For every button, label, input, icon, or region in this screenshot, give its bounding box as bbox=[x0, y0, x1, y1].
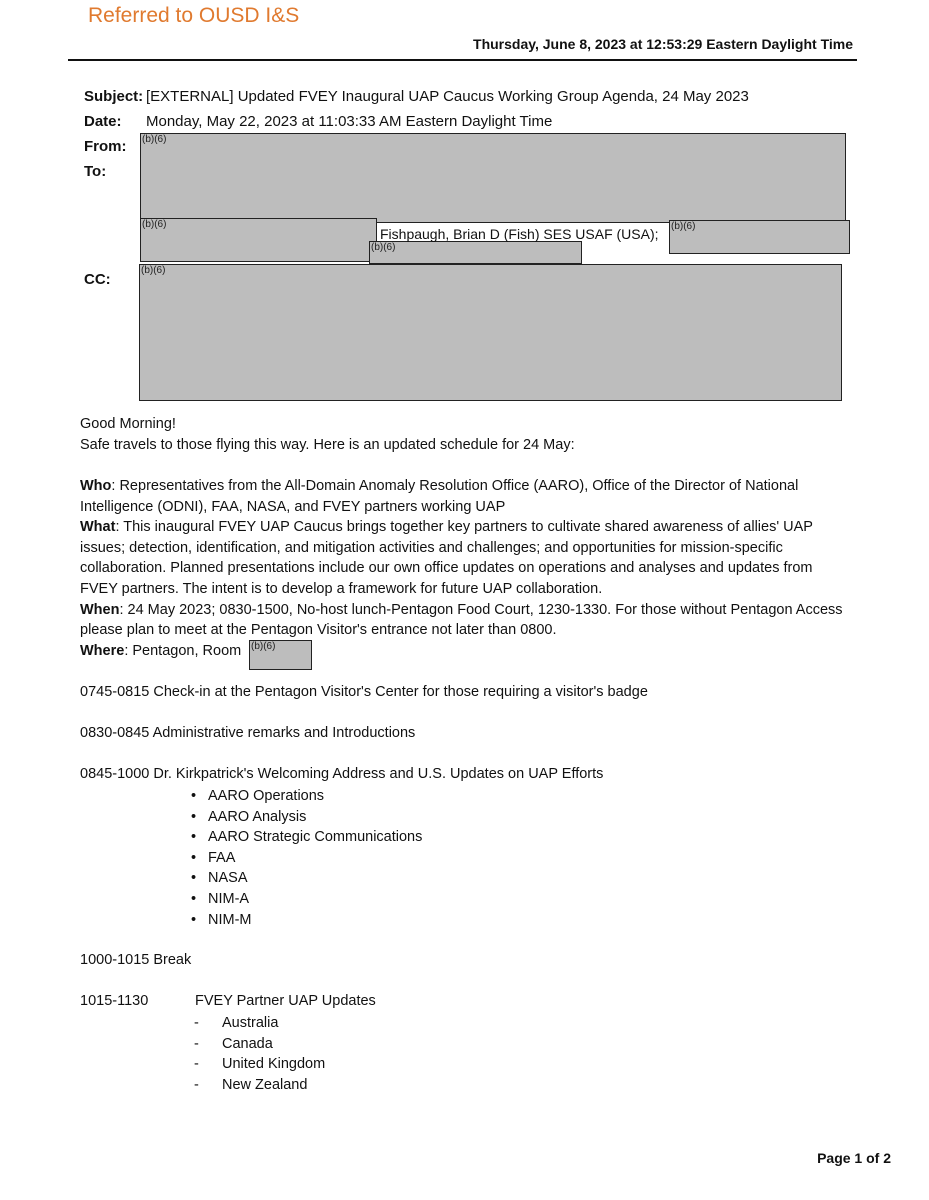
list-item: • AARO Operations bbox=[188, 786, 422, 807]
schedule-item-break: 1000-1015 Break bbox=[80, 952, 192, 968]
list-item: - Canada bbox=[192, 1034, 325, 1055]
header-divider bbox=[68, 59, 857, 61]
cc-label: CC: bbox=[84, 271, 111, 288]
us-updates-list bbox=[188, 786, 422, 930]
list-item: • NASA bbox=[188, 868, 422, 889]
when-text: : 24 May 2023; 0830-1500, No-host lunch-Pentagon Food Court, 1230-1330. For those without Pentagon Access please plan to meet at the Pentagon Visitor's entrance not later than 0800. bbox=[80, 601, 843, 639]
who-label: Who bbox=[80, 478, 112, 494]
bullet-icon: • bbox=[191, 849, 197, 866]
date-value: Monday, May 22, 2023 at 11:03:33 AM Eastern Daylight Time bbox=[146, 113, 553, 130]
redaction-code: (b)(6) bbox=[142, 134, 167, 145]
when-paragraph bbox=[80, 600, 850, 641]
list-item: • FAA bbox=[188, 848, 422, 869]
printed-timestamp: Thursday, June 8, 2023 at 12:53:29 Eastern Daylight Time bbox=[473, 36, 853, 52]
list-item: • AARO Analysis bbox=[188, 807, 422, 828]
where-text: : Pentagon, Room bbox=[124, 642, 242, 659]
redaction-cc bbox=[139, 264, 842, 401]
list-item: • AARO Strategic Communications bbox=[188, 827, 422, 848]
bullet-icon: • bbox=[191, 788, 197, 804]
where-paragraph bbox=[80, 641, 850, 662]
greeting: Good Morning! bbox=[80, 416, 176, 432]
list-item: - United Kingdom bbox=[192, 1054, 325, 1075]
redaction-to-3 bbox=[669, 220, 850, 254]
when-label: When bbox=[80, 601, 120, 618]
page-number: Page 1 of 2 bbox=[817, 1150, 891, 1166]
schedule-item-welcome: 0845-1000 Dr. Kirkpatrick's Welcoming Address and U.S. Updates on UAP Efforts bbox=[80, 766, 604, 782]
subject-label: Subject: bbox=[84, 88, 144, 105]
bullet-icon: • bbox=[191, 890, 197, 907]
intro-line: Safe travels to those flying this way. Here is an updated schedule for 24 May: bbox=[80, 437, 575, 453]
schedule-item-checkin: 0745-0815 Check-in at the Pentagon Visitor's Center for those requiring a visitor's badge bbox=[80, 684, 648, 700]
redaction-code: (b)(6) bbox=[141, 265, 166, 276]
fvey-partner-list bbox=[192, 1013, 325, 1095]
schedule-item-fvey-title: FVEY Partner UAP Updates bbox=[195, 993, 376, 1009]
what-paragraph bbox=[80, 517, 850, 599]
redaction-from-to bbox=[140, 133, 846, 223]
schedule-item-fvey-time: 1015-1130 bbox=[80, 993, 149, 1009]
details-block bbox=[80, 476, 850, 661]
list-item: • NIM-A bbox=[188, 889, 422, 910]
from-label: From: bbox=[84, 138, 127, 155]
redaction-room bbox=[249, 640, 312, 670]
dash-icon: - bbox=[194, 1056, 199, 1073]
referral-stamp: Referred to OUSD I&S bbox=[88, 4, 300, 27]
date-label: Date: bbox=[84, 113, 122, 130]
redaction-to-2 bbox=[369, 241, 582, 264]
what-text: : This inaugural FVEY UAP Caucus brings together key partners to cultivate shared awareness of allies' UAP issues; detection, identification, and mitigation activities and challenges; and opportunities for mission-specific collaboration. Planned presentations include our own office updates on operations and analyses and updates from FVEY partners. The intent is to develop a framework for future UAP collaboration. bbox=[80, 519, 813, 597]
visible-recipient: Fishpaugh, Brian D (Fish) SES USAF (USA); bbox=[380, 226, 659, 242]
to-label: To: bbox=[84, 163, 107, 180]
schedule-item-admin: 0830-0845 Administrative remarks and Introductions bbox=[80, 725, 416, 741]
redaction-to-1 bbox=[140, 218, 377, 262]
dash-icon: - bbox=[194, 1035, 199, 1052]
redaction-code: (b)(6) bbox=[142, 219, 167, 230]
bullet-icon: • bbox=[191, 829, 197, 846]
dash-icon: - bbox=[194, 1015, 199, 1031]
redaction-code: (b)(6) bbox=[371, 242, 396, 253]
list-item: • NIM-M bbox=[188, 910, 422, 931]
bullet-icon: • bbox=[191, 911, 197, 928]
who-paragraph bbox=[80, 476, 850, 517]
redaction-code: (b)(6) bbox=[251, 641, 276, 652]
bullet-icon: • bbox=[191, 808, 197, 825]
where-label: Where bbox=[80, 642, 125, 659]
dash-icon: - bbox=[194, 1076, 199, 1093]
redaction-code: (b)(6) bbox=[671, 221, 696, 232]
who-text: : Representatives from the All-Domain Anomaly Resolution Office (AARO), Office of the Director of National Intelligence (ODNI), FAA, NASA, and FVEY partners working UAP bbox=[80, 478, 799, 515]
what-label: What bbox=[80, 519, 116, 536]
list-item: - New Zealand bbox=[192, 1075, 325, 1096]
bullet-icon: • bbox=[191, 870, 197, 887]
list-item: - Australia bbox=[192, 1013, 325, 1034]
subject-value: [EXTERNAL] Updated FVEY Inaugural UAP Caucus Working Group Agenda, 24 May 2023 bbox=[146, 88, 749, 105]
